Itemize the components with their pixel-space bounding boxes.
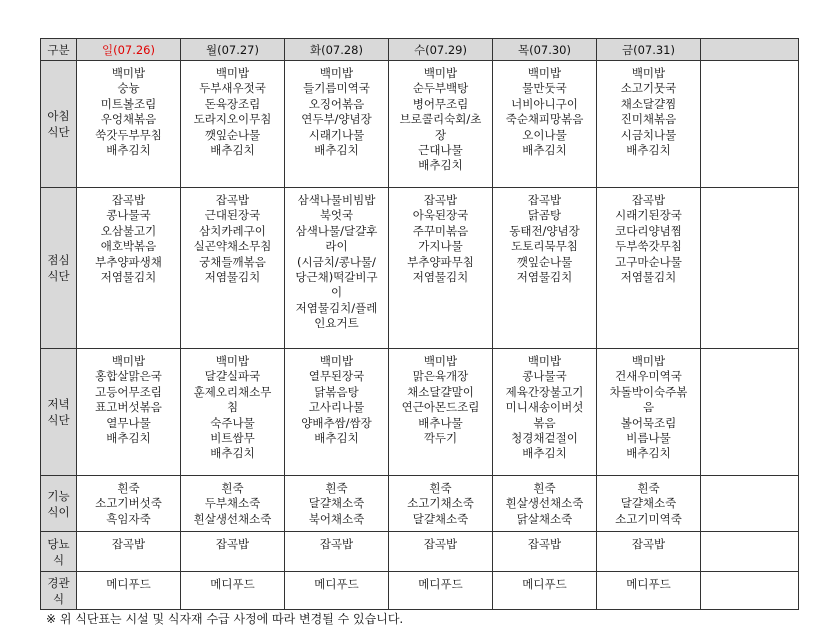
menu-cell [597,476,701,532]
menu-item: 쑥갓두부무침 [95,127,162,142]
menu-item: 맑은육개장 [412,369,469,384]
menu-item: 두부쑥갓무침 [615,239,682,254]
header-day-thursday: 목(07.30) [493,39,597,61]
meal-row-breakfast [41,61,799,188]
menu-item: 음 [642,400,655,415]
menu-item: 이 [330,285,343,300]
menu-cell [181,349,285,476]
row-label-breakfast [41,61,77,188]
row-label-line: 경관 [47,575,70,590]
menu-item: 비름나물 [626,431,671,446]
row-label-tube-feeding [41,572,77,610]
menu-cell [493,476,597,532]
blank-cell [701,476,799,532]
meal-row-dinner [41,349,799,476]
menu-cell [389,532,493,572]
menu-item: 배추김치 [210,143,255,158]
menu-item: 저염물김치 [620,270,677,285]
row-label-line: 당뇨 [47,536,70,551]
menu-cell [181,572,285,610]
menu-item: 소고기버섯죽 [95,496,162,511]
menu-item: 채소달걀말이 [407,384,474,399]
menu-item: 백미밥 [527,354,562,368]
menu-item: 메디푸드 [522,577,567,591]
menu-item: 백미밥 [527,66,562,80]
menu-item: 가지나물 [418,239,463,254]
menu-item: 청경채겉절이 [511,431,578,446]
menu-item: 숙주나물 [210,415,255,430]
menu-item: 장 [434,127,447,142]
menu-item: 닭볶음탕 [314,384,359,399]
footnote: ※ 위 식단표는 시설 및 식자재 수급 사정에 따라 변경될 수 있습니다. [46,612,404,626]
header-day-tuesday: 화(07.28) [285,39,389,61]
menu-item: 배추김치 [626,143,671,158]
menu-cell [77,188,181,349]
menu-item: 배추김치 [522,446,567,461]
menu-item: 백미밥 [423,66,458,80]
menu-item: 라이 [325,239,348,254]
row-label-line: 식 [52,552,65,567]
menu-item: 저염물김치 [516,270,573,285]
menu-item: 침 [226,400,239,415]
menu-cell [389,188,493,349]
row-label-line: 식이 [47,504,70,519]
menu-item: 백미밥 [319,66,354,80]
row-label-dinner [41,349,77,476]
menu-item: 배추김치 [522,143,567,158]
menu-item: 잡곡밥 [527,537,562,551]
menu-item: 고구마순나물 [615,254,682,269]
menu-item: 동태전/양념장 [509,223,580,238]
menu-item: 미니새송이버섯 [505,400,584,415]
menu-item: 북엇국 [319,208,354,223]
menu-item: 잡곡밥 [423,537,458,551]
menu-item: 브로콜리숙회/초 [399,112,482,127]
menu-item: 배추김치 [418,158,463,173]
menu-cell [597,572,701,610]
menu-item: 저염물김치 [100,270,157,285]
menu-item: 배추김치 [314,143,359,158]
row-label-line: 식 [52,591,65,606]
menu-item: 시금치나물 [620,127,677,142]
menu-item: 인요거트 [314,316,359,331]
menu-cell [493,188,597,349]
menu-item: 오징어볶음 [308,96,365,111]
menu-item: 돈육장조림 [204,96,261,111]
menu-item: 양배추쌈/쌈장 [301,415,372,430]
menu-item: 흰죽 [637,481,660,495]
row-label-lunch [41,188,77,349]
menu-item: 배추김치 [106,143,151,158]
header-category: 구분 [41,39,77,61]
menu-item: 고등어무조림 [95,384,162,399]
menu-cell [181,476,285,532]
menu-item: 달걀채소죽 [308,496,365,511]
menu-item: 애호박볶음 [100,239,157,254]
menu-item: 배추김치 [314,431,359,446]
row-label-diabetic [41,532,77,572]
menu-item: 잡곡밥 [111,193,146,207]
menu-cell [493,61,597,188]
menu-item: 달걀채소죽 [412,511,469,526]
menu-item: 닭살채소죽 [516,511,573,526]
menu-item: 부추양파생채 [95,254,162,269]
menu-item: 부추양파무침 [407,254,474,269]
header-day-sunday: 일(07.26) [77,39,181,61]
menu-cell [597,61,701,188]
menu-item: 시래기나물 [308,127,365,142]
menu-item: 달걀실파국 [204,369,261,384]
menu-item: 삼치카레구이 [199,223,266,238]
menu-cell [389,572,493,610]
menu-item: 도라지오이무침 [193,112,272,127]
menu-item: 표고버섯볶음 [95,400,162,415]
menu-cell [597,188,701,349]
menu-item: 메디푸드 [106,577,151,591]
row-label-special-diet [41,476,77,532]
menu-item: 실곤약채소무침 [193,239,272,254]
menu-item: 배추김치 [626,446,671,461]
menu-item: 들기름미역국 [303,81,370,96]
menu-cell [493,572,597,610]
menu-item: 비트쌈무 [210,431,255,446]
blank-cell [701,532,799,572]
menu-item: 백미밥 [319,354,354,368]
row-label-line: 점심 [47,253,70,267]
menu-cell [285,61,389,188]
menu-item: 잡곡밥 [631,537,666,551]
menu-item: 오이나물 [522,127,567,142]
blank-cell [701,188,799,349]
menu-cell [493,532,597,572]
menu-item: 시래기된장국 [615,208,682,223]
menu-item: 연두부/양념장 [301,112,372,127]
menu-item: 도토리묵무침 [511,239,578,254]
menu-item: 닭곰탕 [527,208,562,223]
menu-cell [77,476,181,532]
menu-item: 주꾸미볶음 [412,223,469,238]
menu-item: 연근아몬드조림 [401,400,480,415]
meal-row-diabetic [41,532,799,572]
menu-cell [597,349,701,476]
menu-item: 죽순채피망볶음 [505,112,584,127]
menu-item: 흰살생선채소죽 [505,496,584,511]
menu-item: 저염물김치 [204,270,261,285]
meal-plan-table [40,38,799,610]
menu-item: 흰죽 [221,481,244,495]
header-day-friday: 금(07.31) [597,39,701,61]
menu-item: 채소달걀찜 [620,96,677,111]
menu-item: 훈제오리채소무 [193,384,272,399]
menu-item: (시금치/콩나물/ [297,254,376,269]
row-label-line: 식단 [47,125,70,139]
meal-row-tube-feeding [41,572,799,610]
menu-item: 볼어묵조림 [620,415,677,430]
menu-item: 홍합살맑은국 [95,369,162,384]
menu-item: 소고기뭇국 [620,81,677,96]
menu-item: 너비아니구이 [511,96,578,111]
menu-item: 숭늉 [117,81,140,96]
menu-item: 근대된장국 [204,208,261,223]
menu-item: 백미밥 [631,66,666,80]
menu-item: 우엉채볶음 [100,112,157,127]
meal-row-lunch [41,188,799,349]
menu-item: 배추나물 [418,415,463,430]
menu-cell [285,572,389,610]
menu-item: 순두부백탕 [412,81,469,96]
menu-item: 삼색나물/달걀후 [295,223,378,238]
menu-cell [285,188,389,349]
menu-cell [389,476,493,532]
menu-item: 흑임자죽 [106,511,151,526]
menu-item: 당근채)떡갈비구 [295,270,378,285]
menu-item: 배추김치 [210,446,255,461]
menu-item: 백미밥 [215,66,250,80]
menu-item: 저염물김치/플레 [295,300,378,315]
menu-item: 두부새우젓국 [199,81,266,96]
menu-item: 물만둣국 [522,81,567,96]
menu-item: 잡곡밥 [631,193,666,207]
menu-item: 소고기미역죽 [615,511,682,526]
header-row [41,39,799,61]
menu-item: 잡곡밥 [111,537,146,551]
menu-cell [285,532,389,572]
menu-cell [597,532,701,572]
menu-item: 흰살생선채소죽 [193,511,272,526]
menu-item: 백미밥 [215,354,250,368]
menu-item: 흰죽 [117,481,140,495]
menu-item: 열무나물 [106,415,151,430]
menu-item: 잡곡밥 [423,193,458,207]
menu-item: 소고기채소죽 [407,496,474,511]
menu-cell [77,532,181,572]
menu-item: 볶음 [533,415,556,430]
menu-item: 메디푸드 [626,577,671,591]
menu-item: 차돌박이숙주볶 [609,384,688,399]
row-label-line: 저녁 [47,397,70,411]
menu-cell [389,61,493,188]
menu-item: 고사리나물 [308,400,365,415]
menu-item: 흰죽 [533,481,556,495]
menu-item: 배추김치 [106,431,151,446]
row-label-line: 식단 [47,413,70,427]
menu-cell [389,349,493,476]
header-day-monday: 월(07.27) [181,39,285,61]
menu-item: 미트볼조림 [100,96,157,111]
header-blank [701,39,799,61]
menu-cell [493,349,597,476]
blank-cell [701,61,799,188]
menu-item: 열무된장국 [308,369,365,384]
menu-item: 오삼불고기 [100,223,157,238]
menu-cell [77,349,181,476]
menu-item: 건새우미역국 [615,369,682,384]
menu-item: 깻잎순나물 [204,127,261,142]
menu-item: 메디푸드 [418,577,463,591]
row-label-line: 식단 [47,269,70,283]
menu-item: 근대나물 [418,143,463,158]
menu-item: 흰죽 [429,481,452,495]
menu-item: 백미밥 [423,354,458,368]
menu-item: 저염물김치 [412,270,469,285]
menu-item: 북어채소죽 [308,511,365,526]
menu-item: 달걀채소죽 [620,496,677,511]
menu-cell [285,349,389,476]
menu-cell [77,61,181,188]
menu-item: 깻잎순나물 [516,254,573,269]
menu-item: 진미채볶음 [620,112,677,127]
menu-cell [285,476,389,532]
menu-item: 백미밥 [111,354,146,368]
menu-item: 잡곡밥 [215,537,250,551]
row-label-line: 기능 [47,488,70,503]
meal-row-special-diet [41,476,799,532]
menu-item: 메디푸드 [210,577,255,591]
menu-item: 메디푸드 [314,577,359,591]
menu-item: 병어무조림 [412,96,469,111]
menu-item: 흰죽 [325,481,348,495]
blank-cell [701,349,799,476]
menu-cell [181,188,285,349]
menu-item: 궁채들깨볶음 [199,254,266,269]
row-label-line: 아침 [47,109,70,123]
menu-item: 깍두기 [423,431,458,446]
menu-item: 콩나물국 [106,208,151,223]
menu-item: 백미밥 [631,354,666,368]
menu-item: 잡곡밥 [215,193,250,207]
menu-item: 백미밥 [111,66,146,80]
menu-item: 콩나물국 [522,369,567,384]
menu-cell [181,61,285,188]
menu-item: 두부채소죽 [204,496,261,511]
menu-item: 코다리양념찜 [615,223,682,238]
menu-item: 삼색나물비빔밥 [297,193,376,207]
menu-item: 아욱된장국 [412,208,469,223]
blank-cell [701,572,799,610]
header-day-wednesday: 수(07.29) [389,39,493,61]
menu-cell [77,572,181,610]
menu-item: 제육간장불고기 [505,384,584,399]
menu-item: 잡곡밥 [527,193,562,207]
menu-cell [181,532,285,572]
menu-item: 잡곡밥 [319,537,354,551]
